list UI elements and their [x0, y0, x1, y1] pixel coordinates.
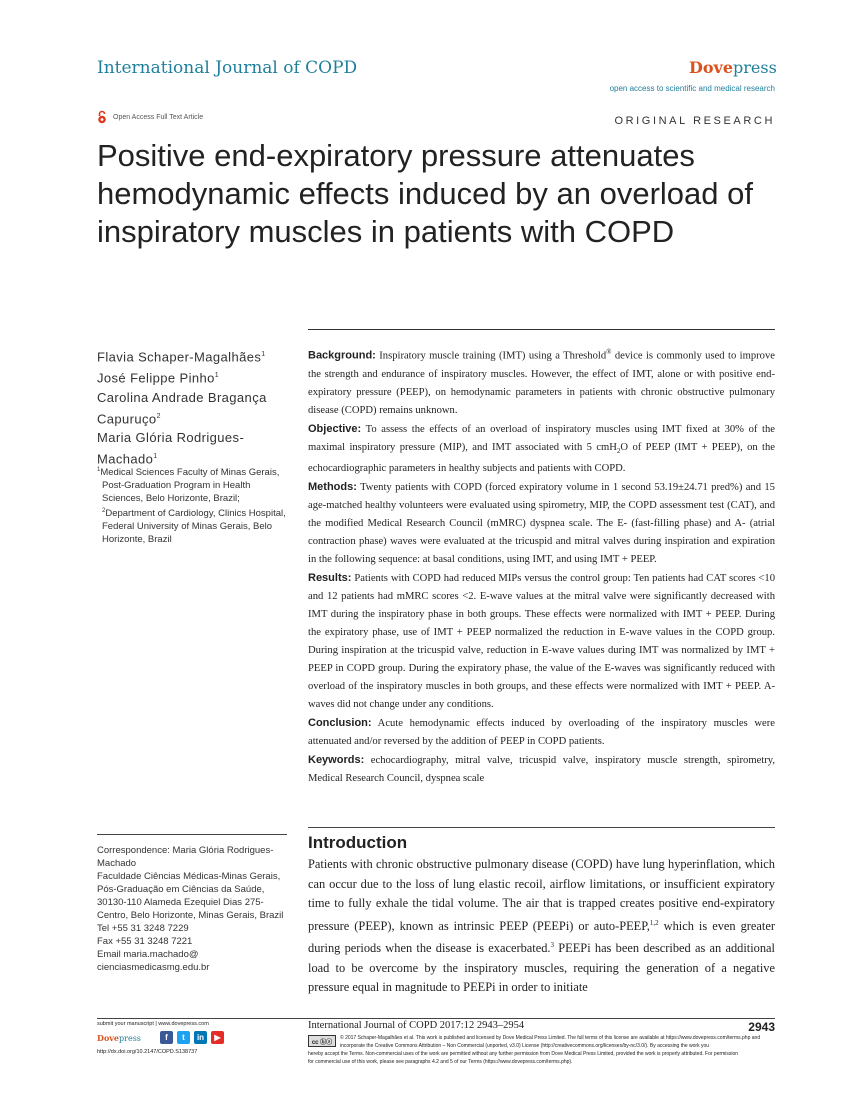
submit-manuscript-link[interactable]: submit your manuscript | www.dovepress.com: [97, 1021, 209, 1027]
author-name: Maria Glória Rodrigues-Machado$^1$: [97, 429, 245, 467]
introduction-rule: [308, 827, 775, 828]
open-access-lock-icon: [97, 110, 107, 124]
footer-dovepress-logo: [97, 1033, 141, 1043]
license-text-2: hereby accept the Terms. Non-commercial uses of the work are permitted without any further permission from Dove Medical Press Limited, provided the work is properly attributed. For permission: [308, 1051, 739, 1057]
abstract-results: Results: Patients with COPD had reduced MIPs versus the control group: Ten patients had CAT scores <10 and 12 patients had mMRC scores <2. E-wave values at the mitral valve were significantly decreased with IMT during the inspiratory phase in both groups. These effects were normalized with IMT + PEEP. During the expiratory phase, use of IMT + PEEP normalized the reduction in E-wave values in the COPD group. During inspiration at the tricuspid valve, reduction in E-wave values during IMT was normalized by IMT + PEEP in COPD group. During the expiratory phase, the value of the E-waves was significantly reduced with overload of the inspiratory muscles in both groups, and these effects were normalized with IMT + PEEP. A-waves did not change under any conditions.: [308, 571, 775, 710]
abstract-keywords: Keywords: echocardiography, mitral valve, tricuspid valve, inspiratory muscle strength, spirometry, Medical Research Council, dyspnea scale: [308, 753, 776, 784]
correspondence-address: Faculdade Ciências Médicas-Minas Gerais, Pós-Graduação em Ciências da Saúde, 30130-110 Alameda Ezequiel Dias 275-Centro, Belo Horizonte, Minas Gerais, Brazil: [97, 871, 284, 921]
license-text-3: for commercial use of this work, please see paragraphs 4.2 and 5 of our Terms (https://www.dovepress.com/terms.php).: [308, 1059, 573, 1065]
article-title: Positive end-expiratory pressure attenuates hemodynamic effects induced by an overload of inspiratory muscles in patients with COPD: [97, 138, 753, 249]
footer-logo-press: press: [119, 1034, 141, 1043]
publisher-tagline: open access to scientific and medical research: [609, 84, 775, 93]
page-number: 2943: [748, 1020, 775, 1034]
facebook-icon[interactable]: f: [160, 1031, 173, 1044]
article-type: ORIGINAL RESEARCH: [614, 115, 775, 127]
journal-name: International Journal of COPD: [97, 58, 358, 78]
open-access-text: Open Access Full Text Article: [113, 113, 204, 121]
footer-logo-dove: Dove: [97, 1033, 120, 1043]
correspondence-rule: [97, 834, 287, 835]
open-access-label: [97, 110, 203, 124]
abstract-background: Background: Inspiratory muscle training (IMT) using a Threshold® device is commonly used to improve the strength and endurance of inspiratory muscles. However, the effect of IMT, alone or with positive end-expiratory pressure (PEEP), on hemodynamic parameters in patients with chronic obstructive pulmonary disease (COPD) remains unknown.: [308, 348, 775, 416]
correspondence-fax: Fax +55 31 3248 7221: [97, 936, 193, 947]
twitter-icon[interactable]: t: [177, 1031, 190, 1044]
linkedin-icon[interactable]: in: [194, 1031, 207, 1044]
correspondence-name: Correspondence: Maria Glória Rodrigues-Machado: [97, 845, 274, 869]
affiliation: $^1$Medical Sciences Faculty of Minas Gerais, Post-Graduation Program in Health Sciences, Belo Horizonte, Brazil; $^2$Department of Cardiology, Clinics Hospital, Federal University of Minas Gerais, Belo Horizonte, Brazil: [97, 467, 286, 546]
abstract-methods: Methods: Twenty patients with COPD (forced expiratory volume in 1 second 53.19±24.71 pred%) and 15 age-matched healthy volunteers were evaluated using spirometry, MIP, the COPD assessment test (CAT), and the modified Medical Research Council (mMRC) dyspnea scale. The E- (fast-filling phase) and A- (atrial contraction phase) waves were evaluated at the tricuspid and mitral valves during inspiration and expiration in the following sequence: at basal conditions, using IMT, and using IMT + PEEP.: [308, 480, 775, 565]
dovepress-logo: [689, 58, 777, 77]
correspondence: [97, 844, 292, 974]
logo-dove-text: Dove: [689, 58, 734, 77]
citation: International Journal of COPD 2017:12 2943–2954: [308, 1020, 525, 1031]
youtube-icon[interactable]: ▶: [211, 1031, 224, 1044]
abstract: [308, 343, 775, 788]
introduction-heading: Introduction: [308, 833, 408, 852]
author-name: Flavia Schaper-Magalhães$^1$: [97, 349, 266, 365]
author-name: José Felippe Pinho$^1$: [97, 370, 220, 386]
abstract-objective: Objective: To assess the effects of an overload of inspiratory muscles using IMT fixed at 30% of the maximal inspiratory pressure (MIP), and IMT associated with 5 cmH$_2$O of PEEP (IMT + PEEP), on the echocardiographic parameters in healthy subjects and patients with COPD.: [308, 422, 775, 474]
correspondence-tel: Tel +55 31 3248 7229: [97, 923, 189, 934]
author-list: [97, 345, 287, 468]
footer-rule: [97, 1018, 775, 1019]
affiliations: [97, 464, 292, 546]
doi-link[interactable]: http://dx.doi.org/10.2147/COPD.S138737: [97, 1049, 198, 1055]
logo-press-text: press: [733, 58, 777, 77]
correspondence-email[interactable]: Email maria.machado@ cienciasmedicasmg.edu.br: [97, 949, 210, 973]
author-name: Carolina Andrade Bragança Capuruço$^2$: [97, 389, 267, 426]
license-text: © 2017 Schaper-Magalhães et al. This work is published and licensed by Dove Medical Press Limited. The full terms of this license are available at https://www.dovepress.com/terms.php and incorporate the Creative Commons Attribution – Non Commercial (unported, v3.0) License (http://creativecommons.org/licenses/by-nc/3.0/). By accessing the work you: [340, 1035, 761, 1049]
creative-commons-icon[interactable]: cc ⓑⓢ: [308, 1035, 336, 1047]
introduction-body: Patients with chronic obstructive pulmonary disease (COPD) have lung hyperinflation, which can occur due to the loss of lung elastic recoil, airflow limitations, or insufficient expiratory time to fully exhale the tidal volume. The air that is trapped creates positive end-expiratory pressure (PEEP), known as intrinsic PEEP (PEEPi) or auto-PEEP,$^{1,2}$ which is even greater during periods when the disease is exacerbated.$^3$ PEEPi has been described as an additional load to be overcome by the inspiratory muscles, requiring the generation of a negative pressure equal in magnitude to PEEPi in order to initiate: [308, 857, 776, 995]
social-links: [160, 1031, 224, 1044]
abstract-conclusion: Conclusion: Acute hemodynamic effects induced by overloading of the inspiratory muscles were attenuated and/or reversed by the addition of PEEP in COPD patients.: [308, 716, 775, 747]
abstract-top-rule: [308, 329, 775, 330]
